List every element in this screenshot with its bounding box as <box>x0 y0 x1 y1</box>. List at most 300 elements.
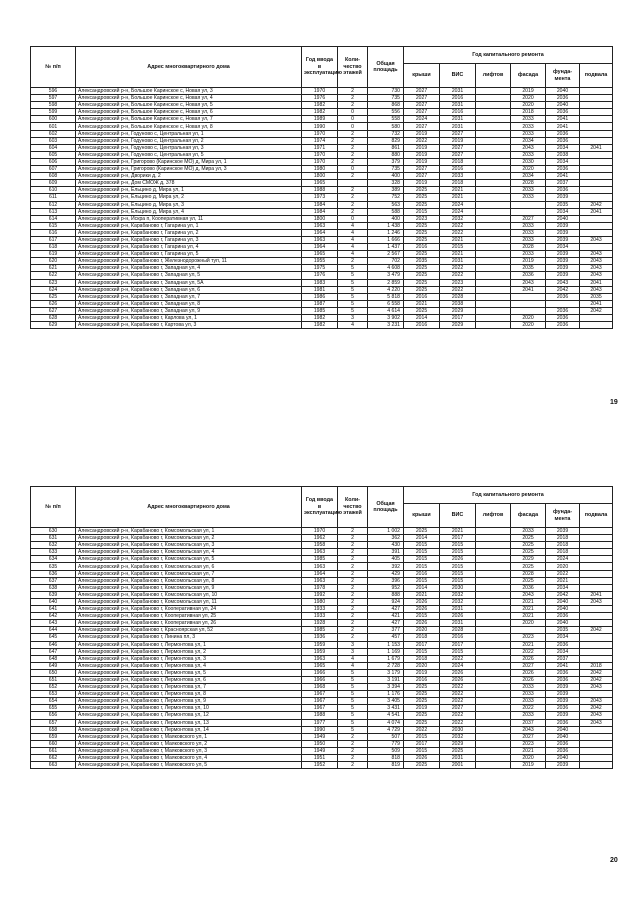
row-floors: 5 <box>338 286 368 293</box>
row-lifts <box>476 236 511 243</box>
row-lifts <box>476 662 511 669</box>
row-num: 606 <box>31 158 76 165</box>
row-roof: 2027 <box>404 109 440 116</box>
row-area: 3 431 <box>368 705 404 712</box>
row-year-built: 1970 <box>302 528 338 535</box>
row-basement <box>580 137 613 144</box>
row-basement: 2042 <box>580 669 613 676</box>
row-num: 643 <box>31 620 76 627</box>
table-row <box>31 684 613 691</box>
row-year-built: 1986 <box>302 293 338 300</box>
table-row <box>31 755 613 762</box>
row-num: 639 <box>31 591 76 598</box>
row-floors: 0 <box>338 116 368 123</box>
row-area: 888 <box>368 591 404 598</box>
row-floors: 4 <box>338 236 368 243</box>
row-area: 1 437 <box>368 244 404 251</box>
row-floors: 2 <box>338 137 368 144</box>
row-lifts <box>476 712 511 719</box>
table-row <box>31 698 613 705</box>
row-lifts <box>476 201 511 208</box>
row-roof: 2026 <box>404 620 440 627</box>
table-row <box>31 166 613 173</box>
row-address: Александровский р-н, Ельцино д, Мира ул, 1 <box>76 187 302 194</box>
row-num: 637 <box>31 577 76 584</box>
row-address: Александровский р-н, Карабаново г, Комсомольская ул, 6 <box>76 563 302 570</box>
row-foundation: 2036 <box>546 307 580 314</box>
row-basement <box>580 762 613 769</box>
row-facade: 2027 <box>511 215 546 222</box>
row-foundation: 2041 <box>546 662 580 669</box>
row-basement <box>580 535 613 542</box>
row-year-built: 1973 <box>302 194 338 201</box>
table-row <box>31 215 613 222</box>
row-lifts <box>476 144 511 151</box>
row-year-built: 1964 <box>302 229 338 236</box>
row-basement: 2043 <box>580 272 613 279</box>
row-facade: 2036 <box>511 272 546 279</box>
row-address: Александровский р-н, Карабаново г, Комсомольская ул, 1 <box>76 528 302 535</box>
row-basement <box>580 95 613 102</box>
row-num: 645 <box>31 634 76 641</box>
row-floors: 2 <box>338 584 368 591</box>
row-basement <box>580 542 613 549</box>
row-year-built: 1963 <box>302 236 338 243</box>
row-address: Александровский р-н, Карабаново г, Комсомольская ул, 2 <box>76 535 302 542</box>
row-year-built: 1988 <box>302 712 338 719</box>
row-facade: 2028 <box>511 570 546 577</box>
row-year-built: 1963 <box>302 549 338 556</box>
row-vis: 2030 <box>440 584 476 591</box>
table-row <box>31 556 613 563</box>
row-year-built: 1959 <box>302 648 338 655</box>
row-facade: 2036 <box>511 584 546 591</box>
row-vis: 2033 <box>440 173 476 180</box>
row-basement <box>580 88 613 95</box>
table-row <box>31 272 613 279</box>
row-address: Александровский р-н, Карабаново г, Комсомольская ул, 7 <box>76 570 302 577</box>
row-facade: 2033 <box>511 194 546 201</box>
row-lifts <box>476 244 511 251</box>
row-facade: 2025 <box>511 549 546 556</box>
row-address: Александровский р-н, Большое Каринское с, Новая ул, 7 <box>76 116 302 123</box>
row-address: Александровский р-н, Карабаново г, Западная ул, 9 <box>76 307 302 314</box>
row-facade <box>511 293 546 300</box>
row-year-built: 1981 <box>302 286 338 293</box>
row-area: 4 220 <box>368 286 404 293</box>
row-foundation: 2020 <box>546 563 580 570</box>
row-roof: 2025 <box>404 528 440 535</box>
row-facade: 2020 <box>511 755 546 762</box>
row-vis: 2021 <box>440 251 476 258</box>
row-roof: 2015 <box>404 613 440 620</box>
row-foundation: 2040 <box>546 733 580 740</box>
row-facade: 2019 <box>511 258 546 265</box>
table-row <box>31 236 613 243</box>
row-basement <box>580 556 613 563</box>
row-vis: 2016 <box>440 634 476 641</box>
row-lifts <box>476 535 511 542</box>
row-foundation: 2024 <box>546 556 580 563</box>
row-facade: 2033 <box>511 698 546 705</box>
row-facade: 2022 <box>511 705 546 712</box>
row-basement: 2043 <box>580 698 613 705</box>
row-area: 1 246 <box>368 229 404 236</box>
row-year-built: 1963 <box>302 222 338 229</box>
row-lifts <box>476 300 511 307</box>
row-facade: 2033 <box>511 229 546 236</box>
row-year-built: 1987 <box>302 300 338 307</box>
row-facade <box>511 201 546 208</box>
row-num: 613 <box>31 208 76 215</box>
header-roof: крыши <box>404 64 440 88</box>
row-area: 563 <box>368 201 404 208</box>
table-body-page-19 <box>31 88 613 329</box>
row-roof: 2019 <box>404 669 440 676</box>
row-vis: 2022 <box>440 698 476 705</box>
row-facade: 2028 <box>511 180 546 187</box>
header-floors: Коли-чество этажей <box>338 487 368 528</box>
table-row <box>31 229 613 236</box>
row-year-built: 1984 <box>302 208 338 215</box>
row-year-built: 1970 <box>302 158 338 165</box>
row-vis: 2024 <box>440 662 476 669</box>
row-vis: 2015 <box>440 542 476 549</box>
row-roof: 2027 <box>404 123 440 130</box>
row-address: Александровский р-н, Большое Каринское с, Новая ул, 6 <box>76 109 302 116</box>
row-num: 619 <box>31 251 76 258</box>
row-floors: 2 <box>338 528 368 535</box>
table-row <box>31 137 613 144</box>
row-facade: 2033 <box>511 528 546 535</box>
row-lifts <box>476 137 511 144</box>
row-lifts <box>476 166 511 173</box>
row-year-built: 1933 <box>302 613 338 620</box>
row-vis: 2017 <box>440 315 476 322</box>
row-foundation: 2038 <box>546 151 580 158</box>
row-lifts <box>476 272 511 279</box>
row-floors: 2 <box>338 634 368 641</box>
row-area: 880 <box>368 151 404 158</box>
row-year-built: 1951 <box>302 755 338 762</box>
header-floors: Коли-чество этажей <box>338 47 368 88</box>
row-area: 2 567 <box>368 251 404 258</box>
row-lifts <box>476 265 511 272</box>
row-roof: 2014 <box>404 535 440 542</box>
row-lifts <box>476 726 511 733</box>
table-row <box>31 591 613 598</box>
row-address: Александровский р-н, Дом СМОЖ д, 378 <box>76 180 302 187</box>
row-basement <box>580 102 613 109</box>
row-basement <box>580 166 613 173</box>
row-lifts <box>476 570 511 577</box>
row-basement: 2042 <box>580 627 613 634</box>
row-foundation: 2039 <box>546 258 580 265</box>
row-foundation: 2036 <box>546 613 580 620</box>
row-basement <box>580 116 613 123</box>
row-basement <box>580 655 613 662</box>
row-foundation: 2036 <box>546 187 580 194</box>
row-lifts <box>476 556 511 563</box>
row-area: 379 <box>368 158 404 165</box>
row-vis: 2022 <box>440 684 476 691</box>
row-roof: 2026 <box>404 606 440 613</box>
row-foundation: 2039 <box>546 762 580 769</box>
row-basement: 2041 <box>580 279 613 286</box>
row-lifts <box>476 279 511 286</box>
row-floors: 2 <box>338 733 368 740</box>
table-row <box>31 676 613 683</box>
row-address: Александровский р-н, Карабаново г, Лермонтова ул, 8 <box>76 691 302 698</box>
row-floors: 2 <box>338 577 368 584</box>
row-vis: 2022 <box>440 272 476 279</box>
row-address: Александровский р-н, Карабаново г, Западная ул, 7 <box>76 293 302 300</box>
row-area: 779 <box>368 740 404 747</box>
row-lifts <box>476 307 511 314</box>
row-lifts <box>476 747 511 754</box>
row-basement <box>580 606 613 613</box>
row-floors: 2 <box>338 158 368 165</box>
row-area: 861 <box>368 144 404 151</box>
row-facade: 2025 <box>511 535 546 542</box>
row-lifts <box>476 123 511 130</box>
row-vis: 2027 <box>440 144 476 151</box>
row-area: 400 <box>368 215 404 222</box>
row-roof: 2015 <box>404 577 440 584</box>
row-address: Александровский р-н, Искра п, Кооперативная ул, 11 <box>76 215 302 222</box>
row-num: 652 <box>31 684 76 691</box>
row-num: 625 <box>31 293 76 300</box>
row-address: Александровский р-н, Карабаново г, Маяковского ул, 2 <box>76 740 302 747</box>
row-num: 653 <box>31 691 76 698</box>
row-roof: 2025 <box>404 265 440 272</box>
row-basement: 2042 <box>580 201 613 208</box>
row-floors: 2 <box>338 627 368 634</box>
row-year-built: 1982 <box>302 102 338 109</box>
row-roof: 2024 <box>404 116 440 123</box>
row-vis: 2022 <box>440 286 476 293</box>
row-num: 630 <box>31 528 76 535</box>
row-lifts <box>476 251 511 258</box>
row-num: 659 <box>31 733 76 740</box>
row-year-built: 1982 <box>302 322 338 329</box>
row-floors: 5 <box>338 279 368 286</box>
row-basement <box>580 315 613 322</box>
row-lifts <box>476 222 511 229</box>
table-row <box>31 598 613 605</box>
row-num: 620 <box>31 258 76 265</box>
row-area: 556 <box>368 109 404 116</box>
row-basement <box>580 187 613 194</box>
row-address: Александровский р-н, Ельцино д, Мира ул, 2 <box>76 194 302 201</box>
row-year-built: 1978 <box>302 584 338 591</box>
row-vis: 2032 <box>440 733 476 740</box>
row-facade: 2019 <box>511 88 546 95</box>
row-year-built: 1976 <box>302 272 338 279</box>
row-foundation: 2039 <box>546 272 580 279</box>
header-num: № п/п <box>31 487 76 528</box>
row-year-built: 1990 <box>302 726 338 733</box>
row-basement <box>580 726 613 733</box>
row-year-built: 1984 <box>302 201 338 208</box>
row-roof: 2017 <box>404 740 440 747</box>
row-vis: 2022 <box>440 265 476 272</box>
row-year-built: 1967 <box>302 691 338 698</box>
row-vis: 2015 <box>440 244 476 251</box>
row-facade <box>511 208 546 215</box>
row-lifts <box>476 208 511 215</box>
row-year-built: 1967 <box>302 698 338 705</box>
row-area: 4 614 <box>368 307 404 314</box>
row-area: 396 <box>368 577 404 584</box>
table-row <box>31 130 613 137</box>
table-row <box>31 641 613 648</box>
row-num: 600 <box>31 116 76 123</box>
row-year-built: 1936 <box>302 634 338 641</box>
table-row <box>31 265 613 272</box>
row-year-built: 1970 <box>302 151 338 158</box>
row-year-built: 1990 <box>302 123 338 130</box>
row-address: Александровский р-н, Карабаново г, Гагарина ул, 4 <box>76 244 302 251</box>
row-year-built: 1982 <box>302 109 338 116</box>
row-num: 635 <box>31 563 76 570</box>
row-year-built: 1955 <box>302 258 338 265</box>
row-address: Александровский р-н, Карабаново г, Западная ул, 5А <box>76 279 302 286</box>
row-facade <box>511 627 546 634</box>
row-floors: 2 <box>338 613 368 620</box>
table-row <box>31 322 613 329</box>
row-year-built: 1958 <box>302 542 338 549</box>
table-row <box>31 88 613 95</box>
row-roof: 2021 <box>404 300 440 307</box>
row-area: 924 <box>368 598 404 605</box>
row-facade: 2033 <box>511 236 546 243</box>
row-facade: 2033 <box>511 222 546 229</box>
row-roof: 2016 <box>404 244 440 251</box>
row-num: 602 <box>31 130 76 137</box>
row-address: Александровский р-н, Ельцино д, Мира ул, 3 <box>76 201 302 208</box>
header-address: Адрес многоквартирного дома <box>76 487 302 528</box>
row-area: 952 <box>368 584 404 591</box>
row-year-built: 1980 <box>302 598 338 605</box>
row-roof: 2015 <box>404 747 440 754</box>
row-vis: 2015 <box>440 563 476 570</box>
row-vis: 2023 <box>440 279 476 286</box>
row-num: 655 <box>31 705 76 712</box>
row-floors: 2 <box>338 591 368 598</box>
row-foundation: 2036 <box>546 705 580 712</box>
row-roof: 2019 <box>404 144 440 151</box>
row-basement <box>580 549 613 556</box>
row-basement <box>580 563 613 570</box>
row-floors: 2 <box>338 755 368 762</box>
row-area: 377 <box>368 627 404 634</box>
table-row <box>31 158 613 165</box>
row-basement: 2043 <box>580 251 613 258</box>
row-roof: 2025 <box>404 698 440 705</box>
row-address: Александровский р-н, Карабаново г, Западная ул, 8 <box>76 300 302 307</box>
row-year-built: 1949 <box>302 747 338 754</box>
row-num: 650 <box>31 669 76 676</box>
row-foundation: 2039 <box>546 229 580 236</box>
row-address: Александровский р-н, Карабаново г, Лермонтова ул, 12 <box>76 712 302 719</box>
table-row <box>31 691 613 698</box>
row-address: Александровский р-н, Карабаново г, Комсомольская ул, 4 <box>76 549 302 556</box>
row-roof: 2019 <box>404 158 440 165</box>
row-vis: 2021 <box>440 528 476 535</box>
row-area: 2 859 <box>368 279 404 286</box>
row-address: Александровский р-н, Карабаново г, Гагарина ул, 2 <box>76 229 302 236</box>
header-facade: фасада <box>511 64 546 88</box>
row-roof: 2025 <box>404 712 440 719</box>
row-floors: 0 <box>338 166 368 173</box>
row-year-built: 1983 <box>302 279 338 286</box>
row-num: 601 <box>31 123 76 130</box>
row-lifts <box>476 109 511 116</box>
row-address: Александровский р-н, Карабаново г, Маяковского ул, 1 <box>76 733 302 740</box>
row-roof: 2025 <box>404 229 440 236</box>
row-vis: 2021 <box>440 187 476 194</box>
row-lifts <box>476 676 511 683</box>
table-row <box>31 726 613 733</box>
row-vis: 2001 <box>440 762 476 769</box>
row-floors: 5 <box>338 698 368 705</box>
row-year-built: 1949 <box>302 733 338 740</box>
row-roof: 2020 <box>404 627 440 634</box>
row-floors: 2 <box>338 535 368 542</box>
row-address: Александровский р-н, Большое Каринское с, Новая ул, 8 <box>76 123 302 130</box>
row-roof: 2015 <box>404 563 440 570</box>
header-lifts: лифтов <box>476 64 511 88</box>
row-basement <box>580 577 613 584</box>
row-facade: 2022 <box>511 648 546 655</box>
header-area: Общая площадь <box>368 487 404 528</box>
row-vis: 2022 <box>440 719 476 726</box>
row-facade: 2043 <box>511 279 546 286</box>
row-num: 622 <box>31 272 76 279</box>
table-row <box>31 584 613 591</box>
row-roof: 2020 <box>404 662 440 669</box>
row-vis: 2022 <box>440 712 476 719</box>
row-lifts <box>476 158 511 165</box>
row-roof: 2021 <box>404 591 440 598</box>
row-facade: 2034 <box>511 173 546 180</box>
row-vis: 2028 <box>440 293 476 300</box>
row-area: 558 <box>368 116 404 123</box>
row-vis: 2019 <box>440 137 476 144</box>
row-lifts <box>476 542 511 549</box>
header-facade: фасада <box>511 504 546 528</box>
row-roof: 2022 <box>404 726 440 733</box>
row-facade: 2043 <box>511 144 546 151</box>
row-facade: 2020 <box>511 315 546 322</box>
row-address: Александровский р-н, Карабаново г, Карлова ул, 1 <box>76 315 302 322</box>
row-address: Александровский р-н, Годуново с, Центральная ул, 1 <box>76 130 302 137</box>
row-address: Александровский р-н, Карабаново г, Комсомольская ул, 10 <box>76 591 302 598</box>
row-year-built: 1800 <box>302 215 338 222</box>
row-vis: 2018 <box>440 180 476 187</box>
row-lifts <box>476 577 511 584</box>
row-year-built: 1963 <box>302 655 338 662</box>
table-row <box>31 315 613 322</box>
row-facade: 2025 <box>511 542 546 549</box>
row-lifts <box>476 584 511 591</box>
row-area: 392 <box>368 563 404 570</box>
row-address: Александровский р-н, Большое Каринское с, Новая ул, 3 <box>76 88 302 95</box>
row-roof: 2022 <box>404 137 440 144</box>
row-foundation: 2035 <box>546 627 580 634</box>
row-facade: 2033 <box>511 691 546 698</box>
